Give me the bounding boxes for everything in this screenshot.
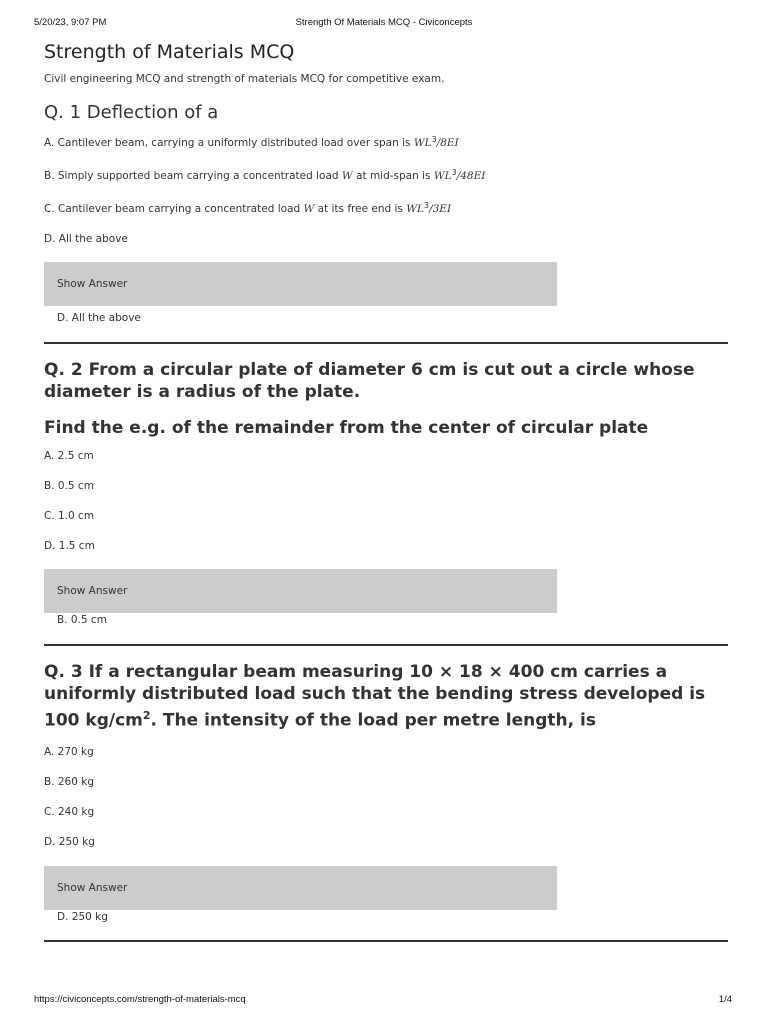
load-symbol: W [341,170,353,182]
print-url: https://civiconcepts.com/strength-of-materials-mcq [34,994,246,1005]
option-a-formula [414,137,459,149]
question-1-options [44,133,728,246]
option-d: D. 1.5 cm [44,540,95,552]
print-doc-title: Strength Of Materials MCQ - Civiconcepts [295,17,473,28]
option-a-text: A. Cantilever beam, carrying a uniformly distributed load over span is [44,137,414,149]
question-3-options [44,745,728,849]
page-description: Civil engineering MCQ and strength of materials MCQ for competitive exam. [44,73,445,85]
option-c-formula [406,203,451,215]
option-d: D. 250 kg [44,835,95,848]
formula-exponent: 3 [424,201,430,210]
divider [44,342,728,344]
question-3-heading-exponent: 2 [142,709,151,722]
show-answer-button[interactable]: Show Answer [44,866,557,910]
question-1-heading: Q. 1 Deflection of a [44,102,219,123]
option-c-text-mid: at its free end is [314,203,407,215]
answer-text: D. All the above [57,312,141,324]
formula-denominator: /8EI [436,137,459,149]
divider [44,940,728,942]
option-a: A. 270 kg [44,745,94,758]
question-2-subheading: Find the e.g. of the remainder from the center of circular plate [44,418,649,438]
question-2-heading: Q. 2 From a circular plate of diameter 6 cm is cut out a circle whose diameter is a radius of the plate. [44,360,695,402]
option-b [44,166,728,183]
formula-exponent: 3 [431,135,437,144]
question-2-options [44,449,728,553]
answer-text: D. 250 kg [57,910,108,923]
option-a [44,133,728,150]
option-b-text: B. Simply supported beam carrying a concentrated load [44,170,342,182]
option-c: C. 240 kg [44,805,95,818]
option-c [44,199,728,216]
divider [44,644,728,646]
option-a: A. 2.5 cm [44,450,94,462]
page-title: Strength of Materials MCQ [44,41,295,63]
answer-text: B. 0.5 cm [57,614,107,626]
print-datetime: 5/20/23, 9:07 PM [34,17,107,28]
option-d: D. All the above [44,233,128,245]
formula-wl: WL [433,170,452,182]
formula-exponent: 3 [451,168,457,177]
option-b-text-mid: at mid-span is [352,170,434,182]
print-header [34,17,734,31]
page-number: 1/4 [718,994,732,1005]
formula-denominator: /3EI [429,203,452,215]
question-3 [44,661,728,924]
question-2 [44,359,728,627]
question-3-heading-text: Q. 3 If a rectangular beam measuring 10 × 18 × 400 cm carries a uniformly distributed load such that the bending stress developed is 100 kg/cm [44,662,706,731]
option-b-formula [434,170,486,182]
print-footer [34,994,734,1008]
question-3-heading-text-end: . The intensity of the load per metre length, is [150,710,596,731]
show-answer-button[interactable]: Show Answer [44,262,557,306]
article-content [44,38,728,942]
option-b: B. 260 kg [44,775,95,788]
show-answer-button[interactable]: Show Answer [44,569,557,613]
formula-denominator: /48EI [456,170,486,182]
question-3-heading [44,661,728,732]
option-b: B. 0.5 cm [44,480,94,492]
formula-wl: WL [406,203,424,215]
option-c-text: C. Cantilever beam carrying a concentrated load [44,203,304,215]
load-symbol: W [303,203,315,215]
option-c: C. 1.0 cm [44,510,95,522]
question-1 [44,102,728,325]
formula-wl: WL [413,137,432,149]
